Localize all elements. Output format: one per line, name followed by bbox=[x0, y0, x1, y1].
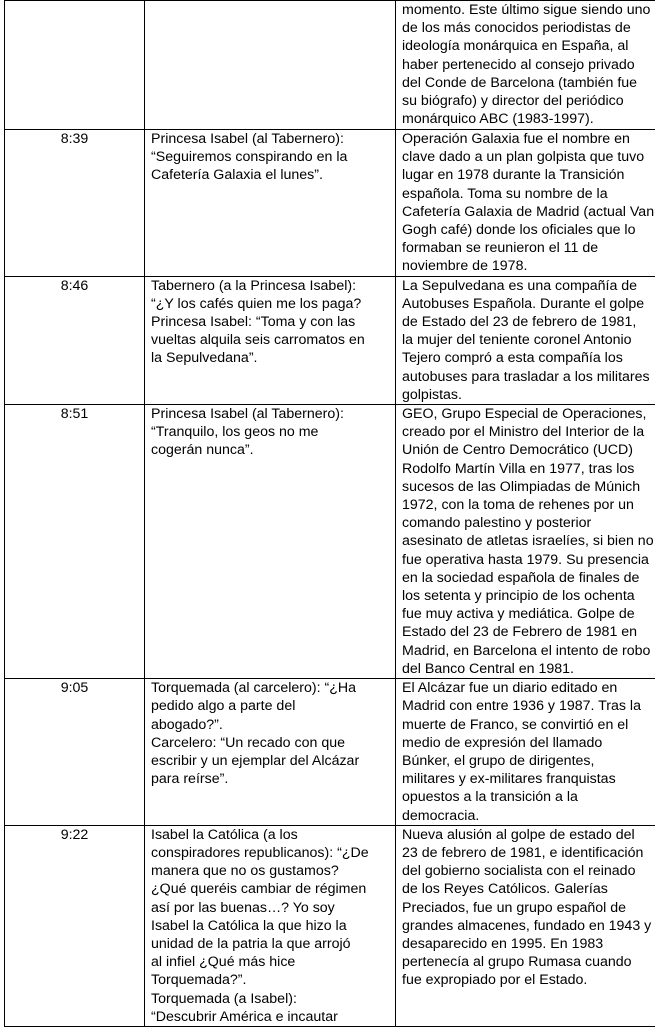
note-cell: Operación Galaxia fue el nombre en clave dado a un plan golpista que tuvo lugar en 1978 durante la Transición española. Toma su nombre de la Cafetería Galaxia de Madrid (actual Van Gogh café) donde los oficiales que lo formaban se reunieron el 11 de noviembre de 1978. bbox=[396, 130, 655, 277]
note-cell: El Alcázar fue un diario editado en Madrid con entre 1936 y 1987. Tras la muerte de Franco, se convirtió en el medio de expresión del llamado Búnker, el grupo de dirigentes, militares y ex-militares franquistas opuestos a la transición a la democracia. bbox=[396, 679, 655, 826]
dialog-cell: Torquemada (al carcelero): “¿Ha pedido algo a parte del abogado?”. Carcelero: “Un recado con que escribir y un ejemplar del Alcázar para reírse”. bbox=[145, 679, 396, 826]
table-row bbox=[5, 276, 655, 404]
time-cell: 8:39 bbox=[5, 130, 145, 277]
note-cell: GEO, Grupo Especial de Operaciones, creado por el Ministro del Interior de la Unión de Centro Democrático (UCD) Rodolfo Martín Villa en 1977, tras los sucesos de las Olimpiadas de Múnich 1972, con la toma de rehenes por un comando palestino y posterior asesinato de atletas israelíes, si bien no fue operativa hasta 1979. Su presencia en la sociedad española de finales de los setenta y principio de los ochenta fue muy activa y mediática. Golpe de Estado del 23 de Febrero de 1981 en Madrid, en Barcelona el intento de robo del Banco Central en 1981. bbox=[396, 405, 655, 679]
dialog-cell: Tabernero (a la Princesa Isabel): “¿Y los cafés quien me los paga? Princesa Isabel: “Toma y con las vueltas alquila seis carromatos en la Sepulvedana”. bbox=[145, 276, 396, 404]
time-cell: 8:51 bbox=[5, 405, 145, 679]
time-cell bbox=[5, 1, 145, 130]
dialog-cell: Princesa Isabel (al Tabernero): “Tranquilo, los geos no me cogerán nunca”. bbox=[145, 405, 396, 679]
table-row bbox=[5, 825, 655, 1026]
time-cell: 9:22 bbox=[5, 825, 145, 1026]
time-cell: 9:05 bbox=[5, 679, 145, 826]
table-row bbox=[5, 405, 655, 679]
time-cell: 8:46 bbox=[5, 276, 145, 404]
dialog-cell: Princesa Isabel (al Tabernero): “Seguiremos conspirando en la Cafetería Galaxia el lunes”. bbox=[145, 130, 396, 277]
table-row bbox=[5, 679, 655, 826]
table-row bbox=[5, 130, 655, 277]
annotation-table bbox=[4, 0, 655, 1027]
note-cell: La Sepulvedana es una compañía de Autobuses Española. Durante el golpe de Estado del 23 de febrero de 1981, la mujer del teniente coronel Antonio Tejero compró a esta compañía los autobuses para trasladar a los militares golpistas. bbox=[396, 276, 655, 404]
dialog-cell bbox=[145, 1, 396, 130]
note-cell: Nueva alusión al golpe de estado del 23 de febrero de 1981, e identificación del gobierno socialista con el reinado de los Reyes Católicos. Galerías Preciados, fue un grupo español de grandes almacenes, fundado en 1943 y desaparecido en 1995. En 1983 pertenecía al grupo Rumasa cuando fue expropiado por el Estado. bbox=[396, 825, 655, 1026]
note-cell: momento. Este último sigue siendo uno de los más conocidos periodistas de ideología monárquica en España, al haber pertenecido al consejo privado del Conde de Barcelona (también fue su biógrafo) y director del periódico monárquico ABC (1983-1997). bbox=[396, 1, 655, 130]
dialog-cell: Isabel la Católica (a los conspiradores republicanos): “¿De manera que no os gustamos? ¿Qué queréis cambiar de régimen así por las buenas…? Yo soy Isabel la Católica la que hizo la unidad de la patria la que arrojó al infiel ¿Qué más hice Torquemada?”. Torquemada (a Isabel): “Descubrir América e incautar bbox=[145, 825, 396, 1026]
table-row bbox=[5, 1, 655, 130]
